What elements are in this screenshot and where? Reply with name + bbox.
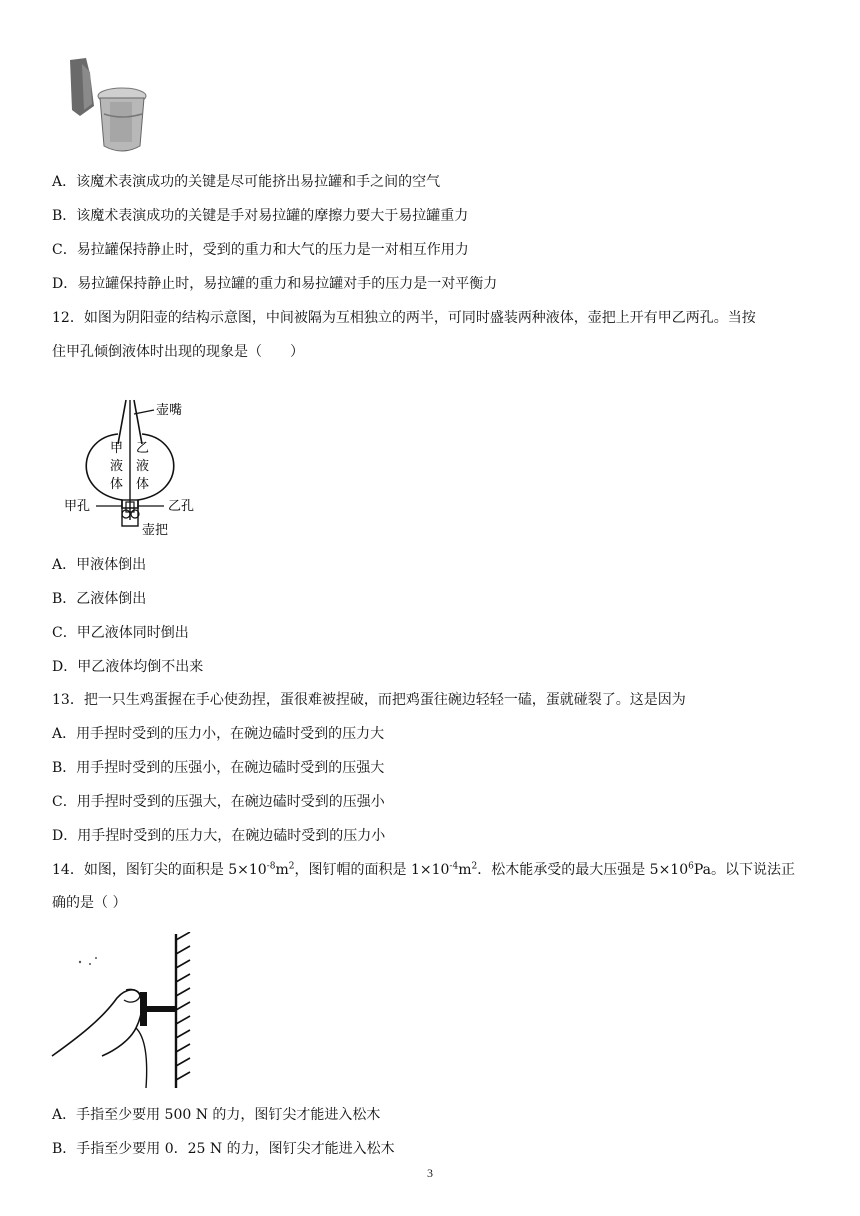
label-left-liquid-3: 体 [110, 477, 124, 492]
q14-stem-line2: 确的是（ ） [52, 895, 127, 911]
q12-option-d: D．甲乙液体均倒不出来 [52, 659, 204, 675]
label-right-liquid-1: 乙 [136, 441, 150, 456]
q13-option-d: D．用手捏时受到的压力大，在碗边磕时受到的压力小 [52, 828, 386, 844]
label-right-liquid-3: 体 [136, 477, 150, 492]
q14-option-b: B．手指至少要用 0．25 N 的力，图钉尖才能进入松木 [52, 1141, 395, 1157]
label-hole-b: 乙孔 [168, 499, 195, 514]
q11-option-a: A．该魔术表演成功的关键是尽可能挤出易拉罐和手之间的空气 [52, 174, 441, 190]
can-trick-photo [60, 54, 160, 156]
q12-stem-line1: 12．如图为阴阳壶的结构示意图，中间被隔为互相独立的两半，可同时盛装两种液体，壶把上开有甲乙两孔。当按 [52, 310, 756, 326]
yinyang-pot-diagram [58, 392, 208, 542]
q11-option-d: D．易拉罐保持静止时，易拉罐的重力和易拉罐对手的压力是一对平衡力 [52, 276, 498, 292]
q14-stem-line1: 14．如图，图钉尖的面积是 $5\times 10^{-8}m^2$，图钉帽的面积是 $1\times 10^{-4}m^2$．松木能承受的最大压强是 $5\times 10^6Pa$。以下说法正 [52, 861, 795, 878]
q13-option-a: A．用手捏时受到的压力小，在碗边磕时受到的压力大 [52, 726, 385, 742]
page-number: 3 [427, 1166, 433, 1180]
label-right-liquid-2: 液 [136, 459, 150, 474]
label-left-liquid-1: 甲 [110, 441, 124, 456]
q12-option-c: C．甲乙液体同时倒出 [52, 625, 189, 641]
q13-option-c: C．用手捏时受到的压强大，在碗边磕时受到的压强小 [52, 794, 385, 810]
q14-option-a: A．手指至少要用 500 N 的力，图钉尖才能进入松木 [52, 1107, 381, 1123]
q12-stem-line2: 住甲孔倾倒液体时出现的现象是（ ） [52, 344, 304, 360]
label-spout: 壶嘴 [156, 403, 183, 418]
q12-option-b: B．乙液体倒出 [52, 591, 147, 607]
label-handle: 壶把 [142, 523, 169, 538]
q11-option-b: B．该魔术表演成功的关键是手对易拉罐的摩擦力要大于易拉罐重力 [52, 208, 469, 224]
thumbtack-wall-figure [50, 932, 210, 1092]
label-hole-a: 甲孔 [64, 499, 91, 514]
label-left-liquid-2: 液 [110, 459, 124, 474]
q13-stem: 13．把一只生鸡蛋握在手心使劲捏，蛋很难被捏破，而把鸡蛋往碗边轻轻一磕，蛋就碰裂了。这是因为 [52, 692, 686, 708]
q12-option-a: A．甲液体倒出 [52, 557, 147, 573]
q11-option-c: C．易拉罐保持静止时，受到的重力和大气的压力是一对相互作用力 [52, 242, 469, 258]
q13-option-b: B．用手捏时受到的压强小，在碗边磕时受到的压强大 [52, 760, 385, 776]
